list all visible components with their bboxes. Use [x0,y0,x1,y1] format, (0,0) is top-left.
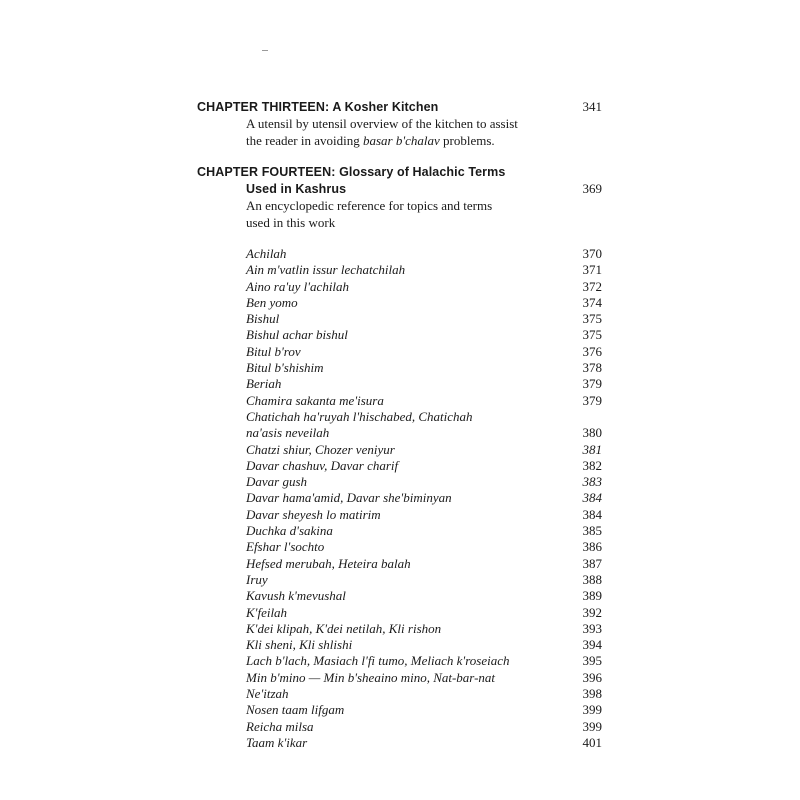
glossary-term-row [246,735,603,751]
term-page-number: 378 [582,360,602,376]
term-name: Davar chashuv, Davar charif [246,457,399,473]
term-page-number: 371 [582,262,602,278]
term-page-number: 385 [582,523,602,539]
term-page-number: 398 [582,686,602,702]
description-line [246,132,546,149]
term-name: Ben yomo [246,294,298,310]
glossary-term-row [246,246,603,262]
term-name: Taam k'ikar [246,734,308,750]
term-name: Bishul [246,311,280,327]
chapter-title-row [197,98,603,115]
glossary-term-row [246,523,603,539]
term-name: Bitul b'shishim [246,360,324,376]
glossary-term-row [246,262,603,278]
glossary-term-row [246,605,603,621]
chapter-thirteen-entry [197,98,603,149]
term-name: Efshar l'sochto [246,539,325,555]
glossary-term-row [246,588,603,604]
chapter-fourteen-entry [197,163,603,231]
glossary-term-row [246,507,603,523]
term-page-number: 401 [582,734,602,750]
glossary-term-row [246,474,603,490]
term-page-number: 388 [582,571,602,587]
chapter-title-row [197,163,603,180]
term-name: Kavush k'mevushal [246,588,346,604]
term-page-number: 392 [582,604,602,620]
glossary-term-row [246,653,603,669]
term-name: Beriah [246,376,282,392]
term-page-number: 399 [582,702,602,718]
glossary-term-row [246,686,603,702]
chapter-title: CHAPTER THIRTEEN: A Kosher Kitchen [197,100,439,114]
chapter-page-number: 341 [582,99,602,114]
term-name: Hefsed merubah, Heteira balah [246,555,411,571]
glossary-term-row [246,458,603,474]
chapter-description [197,115,546,149]
term-page-number: 393 [582,620,602,636]
glossary-term-row [246,295,603,311]
term-name: Duchka d'sakina [246,523,333,539]
term-page-number: 380 [582,425,602,441]
glossary-term-row [246,702,603,718]
term-name: K'feilah [246,604,288,620]
term-page-number: 387 [582,555,602,571]
term-page-number: 389 [582,588,602,604]
glossary-term-row [246,490,603,506]
description-line: A utensil by utensil overview of the kitchen to assist [246,116,518,131]
description-text: problems. [439,133,495,148]
term-page-number: 382 [582,457,602,473]
term-name: Bishul achar bishul [246,327,348,343]
term-name: Min b'mino — Min b'sheaino mino, Nat-bar-nat [246,669,496,685]
term-page-number: 386 [582,539,602,555]
term-page-number: 375 [582,311,602,327]
glossary-term-row [246,556,603,572]
term-page-number: 375 [582,327,602,343]
glossary-term-row [246,621,603,637]
term-name: Achilah [246,246,287,261]
term-page-number: 394 [582,637,602,653]
chapter-description [197,197,546,231]
term-name: Nosen taam lifgam [246,702,345,718]
term-name: Chatichah ha'ruyah l'hischabed, Chatichah [246,408,473,424]
term-page-number: 372 [582,278,602,294]
term-page-number: 399 [582,718,602,734]
glossary-term-row [246,425,603,441]
description-line: used in this work [246,215,336,230]
glossary-term-row [246,393,603,409]
term-page-number: 379 [582,376,602,392]
glossary-term-row [246,360,603,376]
term-name: Kli sheni, Kli shlishi [246,637,353,653]
term-name: Chamira sakanta me'isura [246,392,384,408]
term-page-number: 396 [582,669,602,685]
term-name: Ain m'vatlin issur lechatchilah [246,262,406,278]
term-page-number: 384 [582,490,602,506]
term-name: Davar sheyesh lo matirim [246,506,381,522]
term-name: Davar hama'amid, Davar she'biminyan [246,490,452,506]
term-name: Ne'itzah [246,686,289,702]
glossary-term-row [246,344,603,360]
term-page-number: 395 [582,653,602,669]
description-line: An encyclopedic reference for topics and terms [246,198,493,213]
term-page-number: 379 [582,392,602,408]
glossary-term-row [246,279,603,295]
term-name: K'dei klipah, K'dei netilah, Kli rishon [246,620,442,636]
glossary-term-row [246,327,603,343]
glossary-term-row [246,719,603,735]
description-text: the reader in avoiding [246,133,363,148]
term-page-number: 376 [582,343,602,359]
chapter-title-continued: Used in Kashrus [246,182,347,196]
term-page-number: 383 [582,474,602,490]
chapter-page-number: 369 [582,181,602,196]
term-name: Reicha milsa [246,718,314,734]
glossary-term-row [246,539,603,555]
term-name: Bitul b'rov [246,343,301,359]
glossary-term-row [246,376,603,392]
term-page-number: 381 [582,441,602,457]
term-page-number: 374 [582,294,602,310]
glossary-terms-list [246,246,603,751]
glossary-term-row [246,670,603,686]
glossary-term-row [246,409,603,425]
description-emphasis: basar b'chalav [362,133,440,148]
glossary-term-row [246,442,603,458]
term-page-number: 384 [582,506,602,522]
term-name: Davar gush [246,474,308,490]
term-page-number: 370 [582,246,602,261]
glossary-term-row [246,572,603,588]
term-name: Aino ra'uy l'achilah [246,278,350,294]
chapter-title-row [197,180,603,197]
chapter-title: CHAPTER FOURTEEN: Glossary of Halachic Terms [197,165,506,179]
glossary-term-row [246,637,603,653]
term-name: Lach b'lach, Masiach l'fi tumo, Meliach k'roseiach [246,653,510,669]
term-name: Chatzi shiur, Chozer veniyur [246,441,395,457]
print-speck [262,50,268,51]
term-name: Iruy [246,571,268,587]
glossary-term-row [246,311,603,327]
term-name: na'asis neveilah [246,425,330,441]
